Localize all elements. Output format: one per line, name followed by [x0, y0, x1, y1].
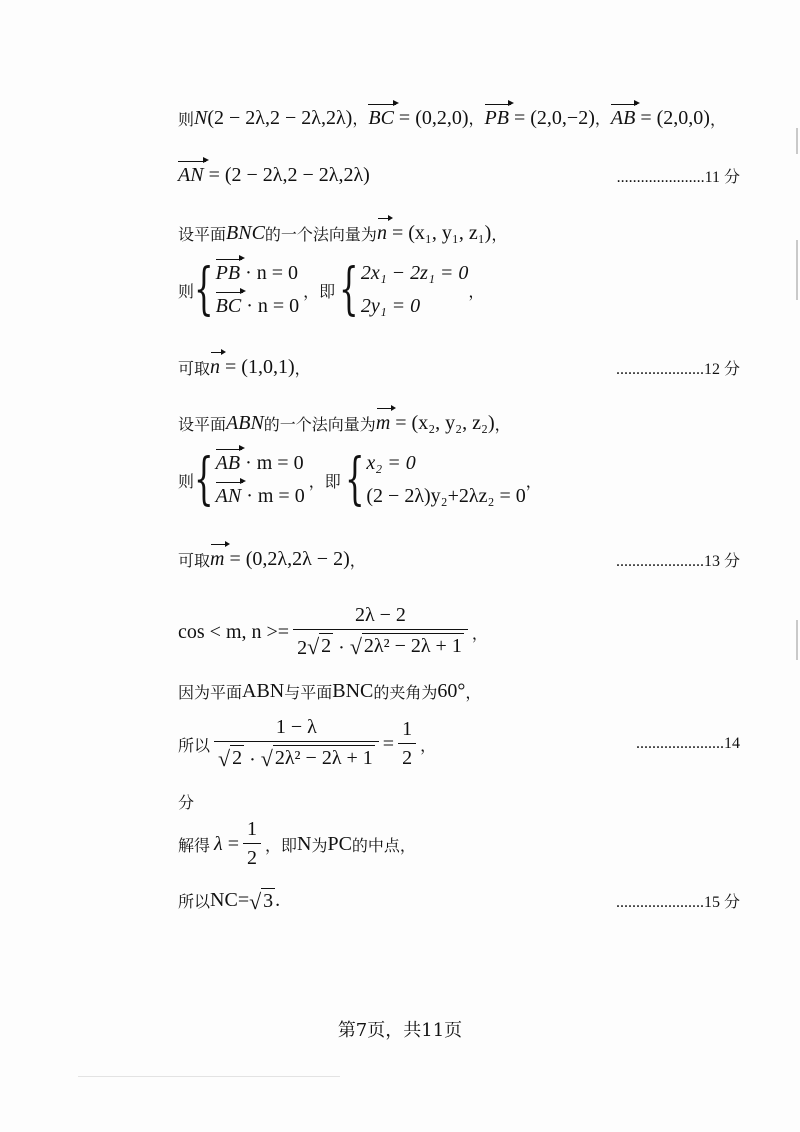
- score-12: ......................12 分: [615, 361, 740, 378]
- page-edge-mark: [796, 240, 798, 300]
- square-root: √ 3: [249, 889, 274, 914]
- score-13: ......................13 分: [615, 553, 740, 570]
- line-cosine: cos < m, n >= 2λ − 2 2 √ 2 · √ 2λ² − 2λ + 1 ，: [178, 604, 488, 659]
- line-result: 所以 NC = √ 3 . ......................15 分: [178, 889, 740, 914]
- line-n-coordinates: 则 N(2 − 2λ,2 − 2λ,2λ)，BC = (0,2,0)，PB = (2,0,−2)，AB = (2,0,0) ，: [178, 107, 726, 129]
- line-solve: 解得 λ = $\frac{1}{2}$ ，即 N 为 PC 的中点，: [178, 818, 416, 869]
- equation-system: { AB · m = 0 AN · m = 0: [194, 447, 305, 512]
- score-11: ......................11 分: [616, 169, 740, 186]
- line-an-vector: AN = (2 − 2λ,2 − 2λ,2λ) ......................11 分: [178, 164, 740, 186]
- page-edge-mark: [796, 128, 798, 154]
- line-system-m: 则 { AB · m = 0 AN · m = 0 ，即 { x₂ = 0 (2 − 2λ)y₂+2λz₂ = 0 ，: [178, 447, 542, 512]
- score-14: ......................14: [636, 735, 740, 752]
- line-angle: 因为平面 ABN 与平面 BNC 的夹角为 60° ，: [178, 680, 482, 702]
- line-system-n: 则 { PB · n = 0 BC · n = 0 ，即 { 2x₁ − 2z₁ = 0 2y₁ = 0 ，: [178, 257, 485, 322]
- equation-system: { 2x₁ − 2z₁ = 0 2y₁ = 0: [339, 257, 469, 322]
- footer-rule: [78, 1076, 340, 1077]
- line-normal-m-def: 设平面 ABN 的一个法向量为 m = (x₂, y₂, z₂) ，: [178, 412, 511, 434]
- fraction: $\frac{1}{2}$: [398, 718, 416, 770]
- score-15: ......................15 分: [615, 894, 740, 911]
- line-normal-n-def: 设平面 BNC 的一个法向量为 n = (x₁, y₁, z₁) ，: [178, 222, 508, 244]
- equation-system: { x₂ = 0 (2 − 2λ)y₂+2λz₂ = 0: [344, 447, 526, 512]
- line-take-n: 可取 n = (1,0,1) ， ......................12 分: [178, 356, 740, 378]
- page-edge-mark: [796, 620, 798, 660]
- line-take-m: 可取 m = (0,2λ,2λ − 2) ， ......................13 分: [178, 548, 740, 570]
- line-equation: 所以 1 − λ √ 2 · √ 2λ² − 2λ + 1 = $\frac{1}{2}$ ， ......................14: [178, 716, 740, 771]
- line-score-unit: 分: [178, 793, 195, 812]
- equation-system: { PB · n = 0 BC · n = 0: [194, 257, 300, 322]
- fraction: 2λ − 2 2 √ 2 · √ 2λ² − 2λ + 1: [293, 604, 468, 660]
- fraction: 1 − λ √ 2 · √ 2λ² − 2λ + 1: [214, 716, 379, 772]
- page-footer: 第7页，共11页: [337, 1020, 463, 1041]
- fraction: $\frac{1}{2}$: [243, 818, 261, 870]
